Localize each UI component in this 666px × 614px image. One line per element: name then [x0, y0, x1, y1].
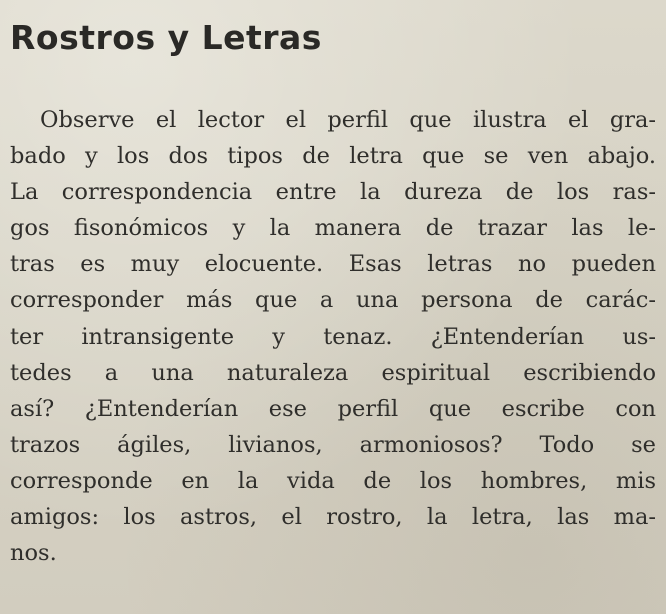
body-line: corresponder más que a una persona de carác- — [10, 287, 656, 314]
body-line-last: nos. — [10, 540, 57, 567]
body-line: Observe el lector el perfil que ilustra el gra- — [40, 107, 656, 133]
body-line: así? ¿Entenderían ese perfil que escribe con — [10, 395, 656, 422]
body-line: ter intransigente y tenaz. ¿Entenderían us- — [10, 323, 656, 350]
body-line: bado y los dos tipos de letra que se ven abajo. — [10, 143, 656, 170]
body-line: trazos ágiles, livianos, armoniosos? Todo se — [10, 431, 656, 458]
body-line: tras es muy elocuente. Esas letras no pueden — [10, 251, 656, 278]
body-line: amigos: los astros, el rostro, la letra, las ma- — [10, 504, 656, 531]
body-line: tedes a una naturaleza espiritual escribiendo — [10, 359, 656, 386]
body-line: corresponde en la vida de los hombres, mis — [10, 467, 656, 494]
body-line: La correspondencia entre la dureza de los ras- — [10, 179, 656, 206]
article-title: Rostros y Letras — [10, 18, 322, 57]
body-line: gos fisonómicos y la manera de trazar las le- — [10, 215, 656, 242]
article-body — [10, 102, 656, 571]
